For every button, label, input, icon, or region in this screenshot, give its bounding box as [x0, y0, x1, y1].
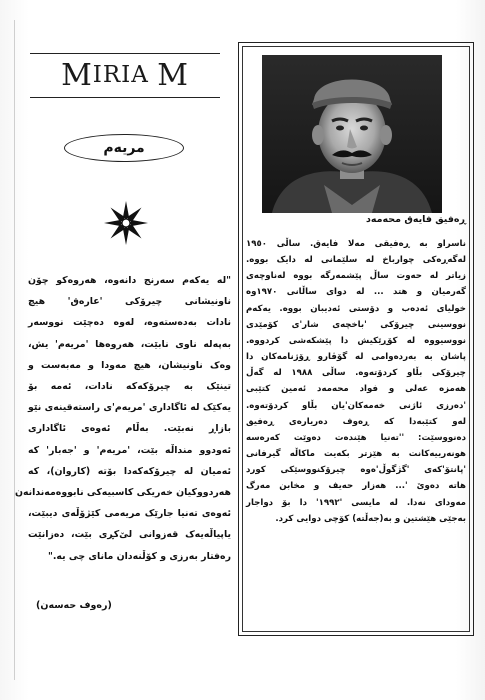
bio-line: 'پانتۆ'کەی 'گژگوڵ'ەوە چیرۆکنووسێکی کورد — [246, 465, 466, 476]
title-bottom-rule — [30, 97, 220, 98]
bio-line: ناسراو بە ڕەفیقی مەلا فایەق. ساڵی ١٩٥٠ — [246, 239, 466, 249]
bio-line: لەو کتێبەدا کە ڕەوف دەریارەی ڕەفیق — [246, 416, 466, 427]
quote-line: ئەودوو منداڵە بێت، 'مریەم' و 'جەبار' کە — [28, 444, 231, 456]
bio-line: دەنووسێت: ''تەنیا هێندەت دەوێت کەرەسە — [246, 432, 466, 443]
book-title — [30, 54, 220, 96]
quote-line: یاپیاڵەیەک قەزوانی لێ‌کڕی بێت، دەزانێت — [28, 529, 231, 541]
bio-line: چیرۆکی بڵاو کردۆتەوە. ساڵی ١٩٨٨ لە گەڵ — [246, 368, 466, 379]
quote-line: وەک ناونیشان، هیچ مەودا و مەبەست و — [28, 359, 231, 371]
author-portrait — [262, 55, 442, 213]
bio-line: نووسیووە لە کۆڕێکیش دا پێشکەشی کردووە. — [246, 335, 466, 346]
bio-line: نووسینی چیرۆکی 'باخچەی شار'ی کۆمێدی — [246, 319, 466, 330]
quote-line: ناونیشانی چیرۆکی 'عارەق' هیچ — [28, 296, 231, 308]
author-name: ڕەفیق فایەق محەمەد — [366, 214, 466, 225]
bio-line: لەگەڕەکی چوارباخ لە سلێمانی لە دایک بووە. — [246, 255, 466, 266]
title-letter-last: M — [157, 57, 189, 93]
quote-line: ئەوەی تەنیا جارێک مریەمی کێژۆڵەی دیبێت، — [28, 508, 231, 520]
bio-line: خولیای ئەدەب و دۆستی ئەدیبان بووە. یەکەم — [246, 303, 466, 314]
bio-line: مەودای نەدا. لە مایسی '١٩٩٢' دا بۆ دواجار — [246, 497, 466, 508]
quote-line: تینێک بە چیرۆکەکە نادات، ئەمە بۆ — [28, 381, 231, 393]
bio-line: زیاتر لە حەوت ساڵ پێشمەرگە بووە لەناوچەی — [246, 271, 466, 282]
author-biography — [246, 236, 466, 527]
quote-line: هەردووکیان خەریکی کاسبیەکی نابووەمەندانەن — [14, 487, 231, 499]
quote-line: یەکێک لە ئاگاداری 'مریەم'ی راستەقینەی نێو — [28, 402, 231, 414]
bio-line: پاشان بە بەردەوامی لە گۆڤارو ڕۆژنامەکان دا — [246, 352, 466, 363]
bio-line: هاتە دەوێ '... هەزار حەیف و مخابن مەرگ — [246, 481, 466, 492]
bio-line: 'دەرزی ئاژنی خەمەکان'یان بڵاو کردۆتەوە. — [246, 400, 466, 411]
quote-line: بازاڕ نەبێت. بەڵام ئەوەی ئاگاداری — [28, 423, 231, 435]
quote-line: ئەمیان لە چیرۆکەکەدا بۆتە (کاروان)، کە — [28, 465, 231, 477]
title-letter-first: M — [61, 57, 93, 93]
quote-line: بەپەلە ناوی نابێت، هەروەها 'مریەم' یش، — [28, 338, 231, 350]
kurdish-title: مریەم — [103, 140, 145, 156]
critic-quote — [14, 270, 231, 567]
quote-signature: (رەوف حەسەن) — [36, 600, 112, 611]
bio-line: هونەرییەکانت بە هێزتر بکەیت ماکاڵە گیرفانی — [246, 449, 466, 460]
bio-line: بەجێی هێشتین و بە(جەڵتە) کۆچی دوایی کرد. — [275, 513, 466, 524]
quote-line: رەفتار بەرزی و کۆڵنەدان مانای چی یە." — [47, 550, 231, 562]
bio-line: گەرمیان و هتد ... لە دوای ساڵانی ١٩٧٠وە — [246, 287, 466, 298]
star-ornament-icon — [103, 200, 149, 246]
quote-line: "لە یەکەم سەرنج دانەوە، هەروەکو چۆن — [28, 275, 231, 286]
quote-line: نادات بەدەستەوە، لەوە دەچێت نووسەر — [28, 317, 231, 329]
title-middle: IRIA — [92, 62, 158, 88]
bio-line: هەمزە عەلی و فواد محەمەد ئەمین کتێبی — [246, 384, 466, 395]
kurdish-title-oval — [64, 134, 184, 162]
page-edge-line — [14, 20, 15, 680]
